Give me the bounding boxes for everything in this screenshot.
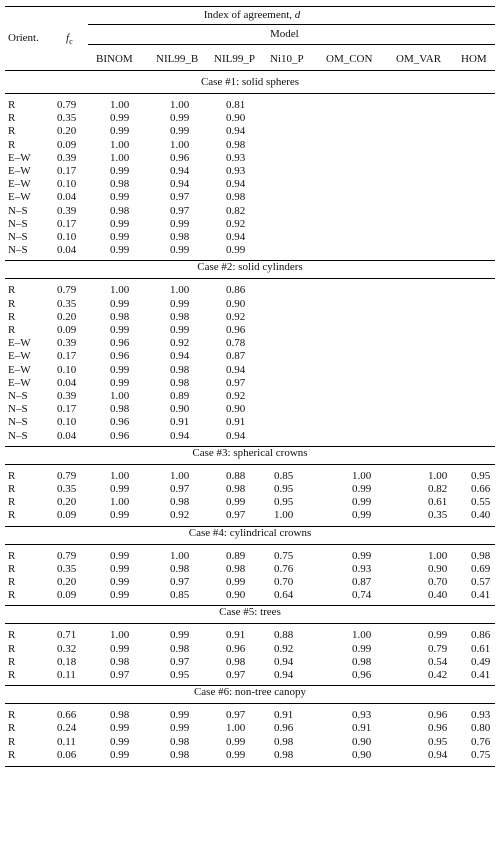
value-nil99-b: 0.97 [170,655,190,668]
row-fc: 0.66 [57,709,77,722]
value-nil99-p: 0.88 [226,469,246,482]
value-nil99-p: 0.91 [226,629,246,642]
value-hom: 0.55 [471,496,491,509]
row-fc: 0.24 [57,722,77,735]
value-nil99-p: 0.98 [226,655,246,668]
value-binom: 0.99 [110,576,130,588]
top-rule [5,6,495,7]
row-orient: R [8,496,16,509]
value-binom: 0.97 [110,669,130,681]
value-om-con: 0.99 [352,642,372,655]
model-subrule [88,44,495,45]
value-hom: 0.41 [471,589,491,602]
value-om-con: 1.00 [352,469,372,482]
value-nil99-b: 1.00 [170,99,190,111]
row-fc: 0.04 [57,244,77,257]
case-title: Case #4: cylindrical crowns [188,526,312,539]
value-binom: 0.99 [110,748,130,761]
value-nil99-b: 0.99 [170,297,190,310]
value-hom: 0.41 [471,669,491,681]
model-header: Model [270,28,299,40]
model-header-ni10-p: Ni10_P [270,53,304,65]
value-om-con: 0.74 [352,589,372,602]
row-fc: 0.79 [57,469,77,482]
value-nil99-p: 0.94 [226,429,246,442]
row-orient: R [8,284,16,297]
row-orient: N–S [8,204,28,217]
row-orient: R [8,112,16,125]
row-orient: R [8,629,16,642]
row-orient: N–S [8,416,28,429]
row-orient: R [8,549,16,562]
row-orient: R [8,748,16,761]
value-om-con: 0.91 [352,722,372,735]
row-fc: 0.17 [57,217,77,230]
row-orient: N–S [8,403,28,416]
value-nil99-p: 0.90 [226,589,246,602]
value-ni10-p: 0.70 [274,576,294,588]
model-header-nil99-p: NIL99_P [214,53,255,65]
value-nil99-p: 0.97 [226,376,246,389]
row-fc: 0.39 [57,337,77,350]
value-nil99-b: 0.99 [170,112,190,125]
value-nil99-b: 0.99 [170,709,190,722]
value-nil99-p: 0.86 [226,284,246,297]
value-om-var: 0.40 [428,589,448,602]
row-orient: R [8,669,16,681]
row-fc: 0.20 [57,310,77,323]
row-fc: 0.35 [57,112,77,125]
row-fc: 0.10 [57,178,77,191]
value-nil99-b: 0.98 [170,496,190,509]
value-binom: 1.00 [110,99,130,111]
value-nil99-p: 0.99 [226,496,246,509]
value-binom: 0.96 [110,350,130,363]
row-fc: 0.04 [57,429,77,442]
value-binom: 1.00 [110,151,130,164]
value-binom: 0.99 [110,112,130,125]
value-om-var: 0.82 [428,483,448,495]
row-orient: R [8,655,16,668]
value-nil99-b: 0.99 [170,244,190,257]
row-orient: E–W [8,337,31,350]
row-fc: 0.10 [57,416,77,429]
value-binom: 0.96 [110,416,130,429]
value-binom: 0.98 [110,204,130,217]
value-om-var: 0.96 [428,709,448,722]
value-nil99-p: 0.78 [226,337,246,350]
value-nil99-p: 0.97 [226,709,246,722]
value-om-con: 0.99 [352,496,372,509]
value-nil99-b: 1.00 [170,549,190,562]
case-rule [5,703,495,704]
row-orient: E–W [8,178,31,191]
value-ni10-p: 0.95 [274,483,294,495]
value-binom: 0.99 [110,589,130,602]
row-fc: 0.39 [57,390,77,402]
value-binom: 1.00 [110,496,130,509]
value-hom: 0.80 [471,722,491,735]
value-nil99-p: 0.87 [226,350,246,363]
value-nil99-b: 0.99 [170,217,190,230]
value-nil99-b: 0.96 [170,151,190,164]
value-om-var: 0.54 [428,655,448,668]
value-nil99-p: 0.96 [226,642,246,655]
value-om-var: 0.99 [428,629,448,642]
row-fc: 0.35 [57,297,77,310]
case-rule [5,278,495,279]
value-nil99-p: 0.98 [226,191,246,204]
value-nil99-p: 0.93 [226,165,246,177]
value-ni10-p: 0.92 [274,642,294,655]
row-orient: E–W [8,165,31,177]
value-om-con: 0.99 [352,509,372,522]
value-nil99-b: 0.97 [170,483,190,495]
model-header-om-var: OM_VAR [396,53,442,65]
model-header-om-con: OM_CON [326,53,373,65]
row-orient: N–S [8,217,28,230]
row-fc: 0.35 [57,562,77,575]
row-fc: 0.35 [57,483,77,495]
value-ni10-p: 0.98 [274,748,294,761]
value-om-var: 1.00 [428,469,448,482]
model-header-nil99-b: NIL99_B [156,53,199,65]
value-nil99-b: 0.95 [170,669,190,681]
value-binom: 0.99 [110,549,130,562]
value-binom: 0.99 [110,483,130,495]
value-ni10-p: 0.91 [274,709,294,722]
value-binom: 0.98 [110,403,130,416]
header-bottom-rule [5,70,495,71]
model-header-binom: BINOM [96,53,133,65]
value-nil99-p: 0.99 [226,244,246,257]
value-nil99-b: 0.98 [170,310,190,323]
row-fc: 0.20 [57,496,77,509]
row-fc: 0.71 [57,629,77,642]
value-nil99-p: 0.94 [226,125,246,138]
value-om-con: 0.99 [352,483,372,495]
value-om-var: 0.42 [428,669,448,681]
value-binom: 0.96 [110,429,130,442]
value-nil99-b: 0.98 [170,363,190,376]
row-orient: E–W [8,191,31,204]
value-om-var: 0.70 [428,576,448,588]
row-orient: R [8,562,16,575]
row-orient: E–W [8,363,31,376]
row-fc: 0.11 [57,735,76,748]
bottom-rule [5,766,495,767]
value-nil99-b: 0.97 [170,191,190,204]
value-nil99-b: 0.90 [170,403,190,416]
value-ni10-p: 1.00 [274,509,294,522]
row-fc: 0.09 [57,509,77,522]
fc-header: $f_c$ [66,32,73,47]
value-nil99-p: 0.97 [226,669,246,681]
value-om-var: 1.00 [428,549,448,562]
value-nil99-p: 0.98 [226,483,246,495]
agreement-symbol: d [294,9,301,21]
row-orient: R [8,324,16,336]
value-nil99-p: 0.82 [226,204,246,217]
value-binom: 0.99 [110,231,130,243]
case-title: Case #2: solid cylinders [197,261,303,274]
value-hom: 0.40 [471,509,491,522]
row-orient: R [8,99,16,111]
value-ni10-p: 0.88 [274,629,294,642]
value-nil99-p: 0.94 [226,178,246,191]
value-nil99-p: 0.89 [226,549,246,562]
value-nil99-p: 0.92 [226,217,246,230]
value-binom: 0.99 [110,722,130,735]
value-nil99-b: 0.99 [170,629,190,642]
value-nil99-b: 0.94 [170,165,190,177]
value-om-con: 0.99 [352,549,372,562]
row-orient: R [8,483,16,495]
row-orient: R [8,589,16,602]
row-fc: 0.79 [57,549,77,562]
agreement-subrule [88,24,495,25]
row-fc: 0.10 [57,363,77,376]
value-binom: 0.98 [110,178,130,191]
row-orient: N–S [8,429,28,442]
value-nil99-b: 1.00 [170,284,190,297]
value-binom: 0.96 [110,337,130,350]
value-nil99-p: 0.90 [226,297,246,310]
value-nil99-p: 0.93 [226,151,246,164]
value-binom: 0.99 [110,562,130,575]
row-orient: N–S [8,390,28,402]
value-nil99-p: 0.97 [226,509,246,522]
value-om-var: 0.94 [428,748,448,761]
value-nil99-b: 0.89 [170,390,190,402]
value-hom: 0.98 [471,549,491,562]
value-ni10-p: 0.94 [274,655,294,668]
value-binom: 0.99 [110,509,130,522]
value-nil99-p: 0.98 [226,562,246,575]
value-nil99-b: 0.97 [170,204,190,217]
row-fc: 0.09 [57,138,77,151]
value-nil99-b: 0.94 [170,350,190,363]
case-title: Case #5: trees [219,606,281,619]
value-nil99-b: 1.00 [170,469,190,482]
value-ni10-p: 0.85 [274,469,294,482]
value-nil99-b: 0.94 [170,429,190,442]
case-title: Case #3: spherical crowns [192,446,308,459]
value-nil99-b: 0.91 [170,416,190,429]
row-fc: 0.39 [57,204,77,217]
value-hom: 0.57 [471,576,491,588]
value-binom: 1.00 [110,390,130,402]
value-nil99-p: 0.99 [226,735,246,748]
value-binom: 0.99 [110,376,130,389]
value-om-con: 1.00 [352,629,372,642]
value-nil99-p: 0.91 [226,416,246,429]
value-ni10-p: 0.98 [274,735,294,748]
row-fc: 0.17 [57,165,77,177]
value-binom: 0.99 [110,165,130,177]
agreement-table: Index of agreement, d Orient. $f_c$ Model BINOM NIL99_B NIL99_P Ni10_P OM_CON OM_VAR HOM Case #1: solid spheres R 0.79 1.00 1.00 0.81 R 0.35 0.99 0.99 0.90 R 0.20 0.99 0.99 0.94 R 0.09 1.00 1.00 0.98 E–W 0.39 1.00 0.96 0.93 E–W 0.17 0.99 0.94 0.93 E–W 0.10 0.98 0.94 0.94 E–W 0.04 0.99 0.97 0.98 N–S 0.39 0.98 0.97 0.82 N–S 0.17 0.99 0.99 0.92 N–S 0.10 0.99 0.98 0.94 N–S 0.04 0.99 0.99 0.99 Case #2: solid cylinders R 0.79 1.00 1.00 0.86 R 0.35 0.99 0.99 0.90 R 0.20 0.98 0.98 0.92 R 0.09 0.99 0.99 0.96 E–W 0.39 0.96 0.92 0.78 E–W 0.17 0.96 0.94 0.87 E–W 0.10 0.99 0.98 0.94 E–W 0.04 0.99 0.98 0.97 N–S 0.39 1.00 0.89 0.92 N–S 0.17 0.98 0.90 0.90 N–S 0.10 0.96 0.91 0.91 N–S 0.04 0.96 0.94 0.94 Case #3: spherical crowns R 0.79 1.00 1.00 0.88 0.85 1.00 1.00 0.95 R 0.35 0.99 0.97 0.98 0.95 0.99 0.82 0.66 R 0.20 1.00 0.98 0.99 0.95 0.99 0.61 0.55 R 0.09 0.99 0.92 0.97 1.00 0.99 0.35 0.40 Case #4: cylindrical crowns R 0.79 0.99 1.00 0.89 0.75 0.99 1.00 0.98 R 0.35 0.99 0.98 0.98 0.76 0.93 0.90 0.69 R 0.20 0.99 0.97 0.99 0.70 0.87 0.70 0.57 R 0.09 0.99 0.85 0.90 0.64 0.74 0.40 0.41 Case #5: trees R 0.71 1.00 0.99 0.91 0.88 1.00 0.99 0.86 R 0.32 0.99 0.98 0.96 0.92 0.99 0.79 0.61 R 0.18 0.98 0.97 0.98 0.94 0.98 0.54 0.49 R 0.11 0.97 0.95 0.97 0.94 0.96 0.42 0.41 Case #6: non-tree canopy R 0.66 0.98 0.99 0.97 0.91 0.93 0.96 0.93 R 0.24 0.99 0.99 1.00 0.96 0.91 0.96 0.80 R 0.11 0.99 0.98 0.99 0.98 0.90 0.95 0.76 R 0.06 0.99 0.98 0.99 0.98 0.90 0.94 0.75 [0,0,500,854]
case-title: Case #6: non-tree canopy [193,686,307,699]
value-binom: 0.99 [110,642,130,655]
case-rule [5,93,495,94]
row-fc: 0.09 [57,589,77,602]
value-binom: 0.98 [110,655,130,668]
row-orient: N–S [8,231,28,243]
value-om-con: 0.96 [352,669,372,681]
value-binom: 0.98 [110,709,130,722]
value-hom: 0.69 [471,562,491,575]
row-orient: R [8,576,16,588]
value-om-con: 0.93 [352,562,372,575]
row-fc: 0.09 [57,324,77,336]
row-orient: N–S [8,244,28,257]
value-binom: 0.99 [110,735,130,748]
row-fc: 0.20 [57,125,77,138]
value-nil99-p: 0.99 [226,576,246,588]
value-nil99-b: 0.98 [170,642,190,655]
value-binom: 0.99 [110,191,130,204]
case-rule [5,544,495,545]
value-nil99-p: 0.98 [226,138,246,151]
row-orient: E–W [8,151,31,164]
row-orient: R [8,297,16,310]
value-om-var: 0.90 [428,562,448,575]
value-binom: 0.99 [110,297,130,310]
row-orient: R [8,642,16,655]
value-binom: 1.00 [110,469,130,482]
row-orient: R [8,469,16,482]
value-hom: 0.76 [471,735,491,748]
value-nil99-b: 0.98 [170,748,190,761]
value-om-con: 0.93 [352,709,372,722]
value-nil99-b: 0.94 [170,178,190,191]
value-hom: 0.66 [471,483,491,495]
value-ni10-p: 0.96 [274,722,294,735]
value-hom: 0.93 [471,709,491,722]
row-orient: R [8,709,16,722]
value-hom: 0.61 [471,642,491,655]
value-om-var: 0.79 [428,642,448,655]
value-binom: 0.99 [110,363,130,376]
value-nil99-p: 0.81 [226,99,246,111]
row-orient: R [8,735,16,748]
value-hom: 0.75 [471,748,491,761]
value-nil99-b: 0.99 [170,722,190,735]
value-hom: 0.49 [471,655,491,668]
value-nil99-b: 0.98 [170,735,190,748]
value-nil99-b: 0.99 [170,324,190,336]
case-title: Case #1: solid spheres [200,76,300,88]
value-nil99-p: 0.94 [226,363,246,376]
value-om-var: 0.95 [428,735,448,748]
row-fc: 0.04 [57,191,77,204]
value-hom: 0.86 [471,629,491,642]
row-fc: 0.04 [57,376,77,389]
value-ni10-p: 0.64 [274,589,294,602]
value-nil99-b: 1.00 [170,138,190,151]
case-rule [5,623,495,624]
row-orient: R [8,310,16,323]
orient-header: Orient. [8,32,39,44]
value-nil99-b: 0.97 [170,576,190,588]
value-binom: 0.99 [110,324,130,336]
value-nil99-p: 0.92 [226,390,246,402]
value-ni10-p: 0.95 [274,496,294,509]
value-om-con: 0.90 [352,735,372,748]
value-nil99-b: 0.92 [170,509,190,522]
value-nil99-p: 0.90 [226,112,246,125]
row-fc: 0.20 [57,576,77,588]
row-orient: E–W [8,350,31,363]
value-ni10-p: 0.94 [274,669,294,681]
row-orient: R [8,125,16,138]
row-orient: E–W [8,376,31,389]
value-nil99-b: 0.98 [170,231,190,243]
row-fc: 0.39 [57,151,77,164]
value-om-var: 0.61 [428,496,448,509]
model-header-hom: HOM [461,53,487,65]
value-nil99-p: 0.90 [226,403,246,416]
value-binom: 0.99 [110,125,130,138]
row-fc: 0.79 [57,99,77,111]
value-om-var: 0.35 [428,509,448,522]
value-hom: 0.95 [471,469,491,482]
value-ni10-p: 0.75 [274,549,294,562]
value-om-var: 0.96 [428,722,448,735]
value-binom: 1.00 [110,138,130,151]
value-nil99-b: 0.98 [170,376,190,389]
value-nil99-p: 1.00 [226,722,246,735]
row-fc: 0.17 [57,403,77,416]
value-om-con: 0.90 [352,748,372,761]
row-orient: R [8,138,16,151]
row-orient: R [8,509,16,522]
value-nil99-b: 0.98 [170,562,190,575]
case-rule [5,464,495,465]
value-binom: 0.99 [110,244,130,257]
value-binom: 0.99 [110,217,130,230]
row-orient: R [8,722,16,735]
row-fc: 0.06 [57,748,77,761]
value-nil99-p: 0.99 [226,748,246,761]
value-nil99-b: 0.92 [170,337,190,350]
row-fc: 0.11 [57,669,76,681]
value-binom: 1.00 [110,284,130,297]
row-fc: 0.79 [57,284,77,297]
value-nil99-p: 0.92 [226,310,246,323]
value-om-con: 0.87 [352,576,372,588]
value-nil99-p: 0.96 [226,324,246,336]
value-om-con: 0.98 [352,655,372,668]
row-fc: 0.17 [57,350,77,363]
value-binom: 0.98 [110,310,130,323]
value-binom: 1.00 [110,629,130,642]
row-fc: 0.32 [57,642,77,655]
row-fc: 0.18 [57,655,77,668]
value-nil99-p: 0.94 [226,231,246,243]
value-ni10-p: 0.76 [274,562,294,575]
row-fc: 0.10 [57,231,77,243]
value-nil99-b: 0.85 [170,589,190,602]
value-nil99-b: 0.99 [170,125,190,138]
